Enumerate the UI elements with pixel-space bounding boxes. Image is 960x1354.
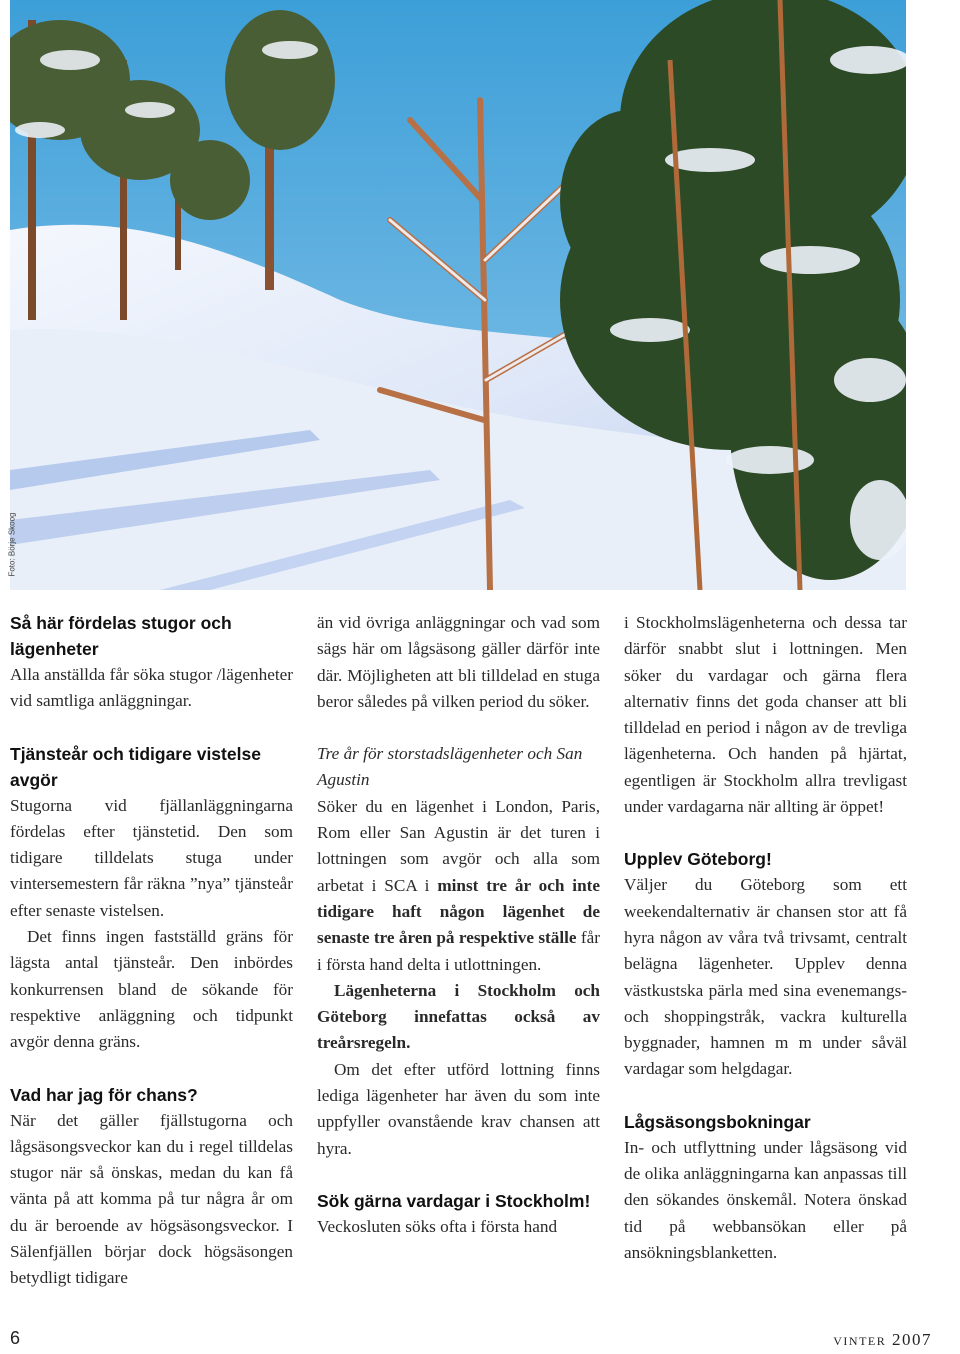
paragraph-stockholm-goteborg: [317, 978, 600, 1057]
heading-stugor-fordelning: Så här fördelas stugor och lägenheter: [10, 613, 232, 659]
paragraph-alla-anstallda: Alla anställda får söka stugor /lägenheter vid samtliga anläggningar.: [10, 665, 293, 711]
issue-label: vinter 2007: [833, 1330, 932, 1349]
paragraph-lagenhet-london-bold: minst tre år och inte tidigare haft någon lägenhet de senaste tre åren på respektive ställe: [317, 875, 600, 948]
paragraph-lediga-lagenheter: Om det efter utförd lottning finns lediga lägenheter har även du som inte uppfyller ovanstående krav chansen att hyra.: [317, 1059, 600, 1158]
heading-upplev-goteborg: Upplev Göteborg!: [624, 849, 772, 870]
paragraph-ovriga-anlaggningar: än vid övriga anläggningar och vad som sägs här om lågsäsong gäller därför inte där. Möjligheten att bli tilldelad en stuga beror således på vilken period du söker.: [317, 613, 600, 711]
paragraph-fjallstugorna: När det gäller fjällstugorna och lågsäsongsveckor kan du i regel tilldelas stugor när så önskas, medan du kan få vänta på att komma på tur några år om du är beroende av högsäsongsveckor. I Sälenfjällen börjar dock högsäsongen betydligt tidigare: [10, 1110, 293, 1288]
paragraph-inflyttning: In- och utflyttning under lågsäsong vid de olika anläggningarna kan anpassas till den sökandes önskemål. Notera önskad tid på webbansökan eller på ansökningsblanketten.: [624, 1137, 907, 1262]
paragraph-stugorna-fordelas: Stugorna vid fjällanläggningarna fördelas efter tjänstetid. Den som tidigare tilldelats stuga under vintersemestern får räkna ”nya” tjänsteår efter senaste vistelsen.: [10, 795, 293, 920]
column-3: [624, 610, 907, 1266]
heading-lagsasongsbokningar: Lågsäsongsbokningar: [624, 1111, 811, 1132]
column-1: [10, 610, 293, 1292]
heading-vad-har-jag-for-chans: Vad har jag för chans?: [10, 1084, 198, 1105]
winter-forest-illustration: [10, 0, 906, 590]
heading-sok-vardagar: Sök gärna vardagar i Stockholm!: [317, 1190, 591, 1211]
paragraph-treårsregeln: Lägenheterna i Stockholm och Göteborg innefattas också av treårsregeln.: [317, 980, 600, 1053]
paragraph-lagenhet-london-text: Söker du en lägenhet i London, Paris, Rom eller San Agustin är det turen i lottningen som avgör och alla som arbetat i SCA i: [317, 796, 600, 895]
paragraph-veckosluten: Veckosluten söks ofta i första hand: [317, 1216, 558, 1236]
paragraph-ingen-grans: Det finns ingen fastställd gräns för lägsta antal tjänsteår. Den inbördes konkurrensen bland de sökande för respektive anläggning och tidpunkt avgör denna gräns.: [10, 927, 293, 1052]
winter-forest-photo: [10, 0, 906, 590]
paragraph-lagenhet-london: [317, 794, 600, 978]
heading-tjanstear: Tjänsteår och tidigare vistelse avgör: [10, 743, 261, 790]
paragraph-goteborg: Väljer du Göteborg som ett weekendalternativ är chansen stor att få hyra någon av våra två trivsamt, centralt belägna lägenheter. Upplev denna västkustska pärla med sina evenemangs- och shoppingstråk, vackra kulturella byggnader, hamnen m m under såväl vardagar som helgdagar.: [624, 875, 907, 1079]
paragraph-lagenhet-london-end: får i första hand delta i utlottningen.: [317, 928, 600, 974]
paragraph-stockholmslagenheterna: i Stockholmslägenheterna och dessa tar därför snabbt slut i lottningen. Men söker du vardagar och gärna flera alternativ finns det goda chanser att bli tilldelad en period i någon av de trevliga lägenheterna. Och handen på hjärtat, egentligen är Stockholm allra trevligast under vardagarna när allting är öppet!: [624, 613, 907, 817]
photo-credit: Foto: Börje Skoog: [7, 512, 17, 577]
column-2: [317, 610, 600, 1240]
page-number: 6: [10, 1328, 21, 1348]
heading-tre-ar-storstad: Tre år för storstadslägenheter och San Agustin: [317, 744, 583, 790]
